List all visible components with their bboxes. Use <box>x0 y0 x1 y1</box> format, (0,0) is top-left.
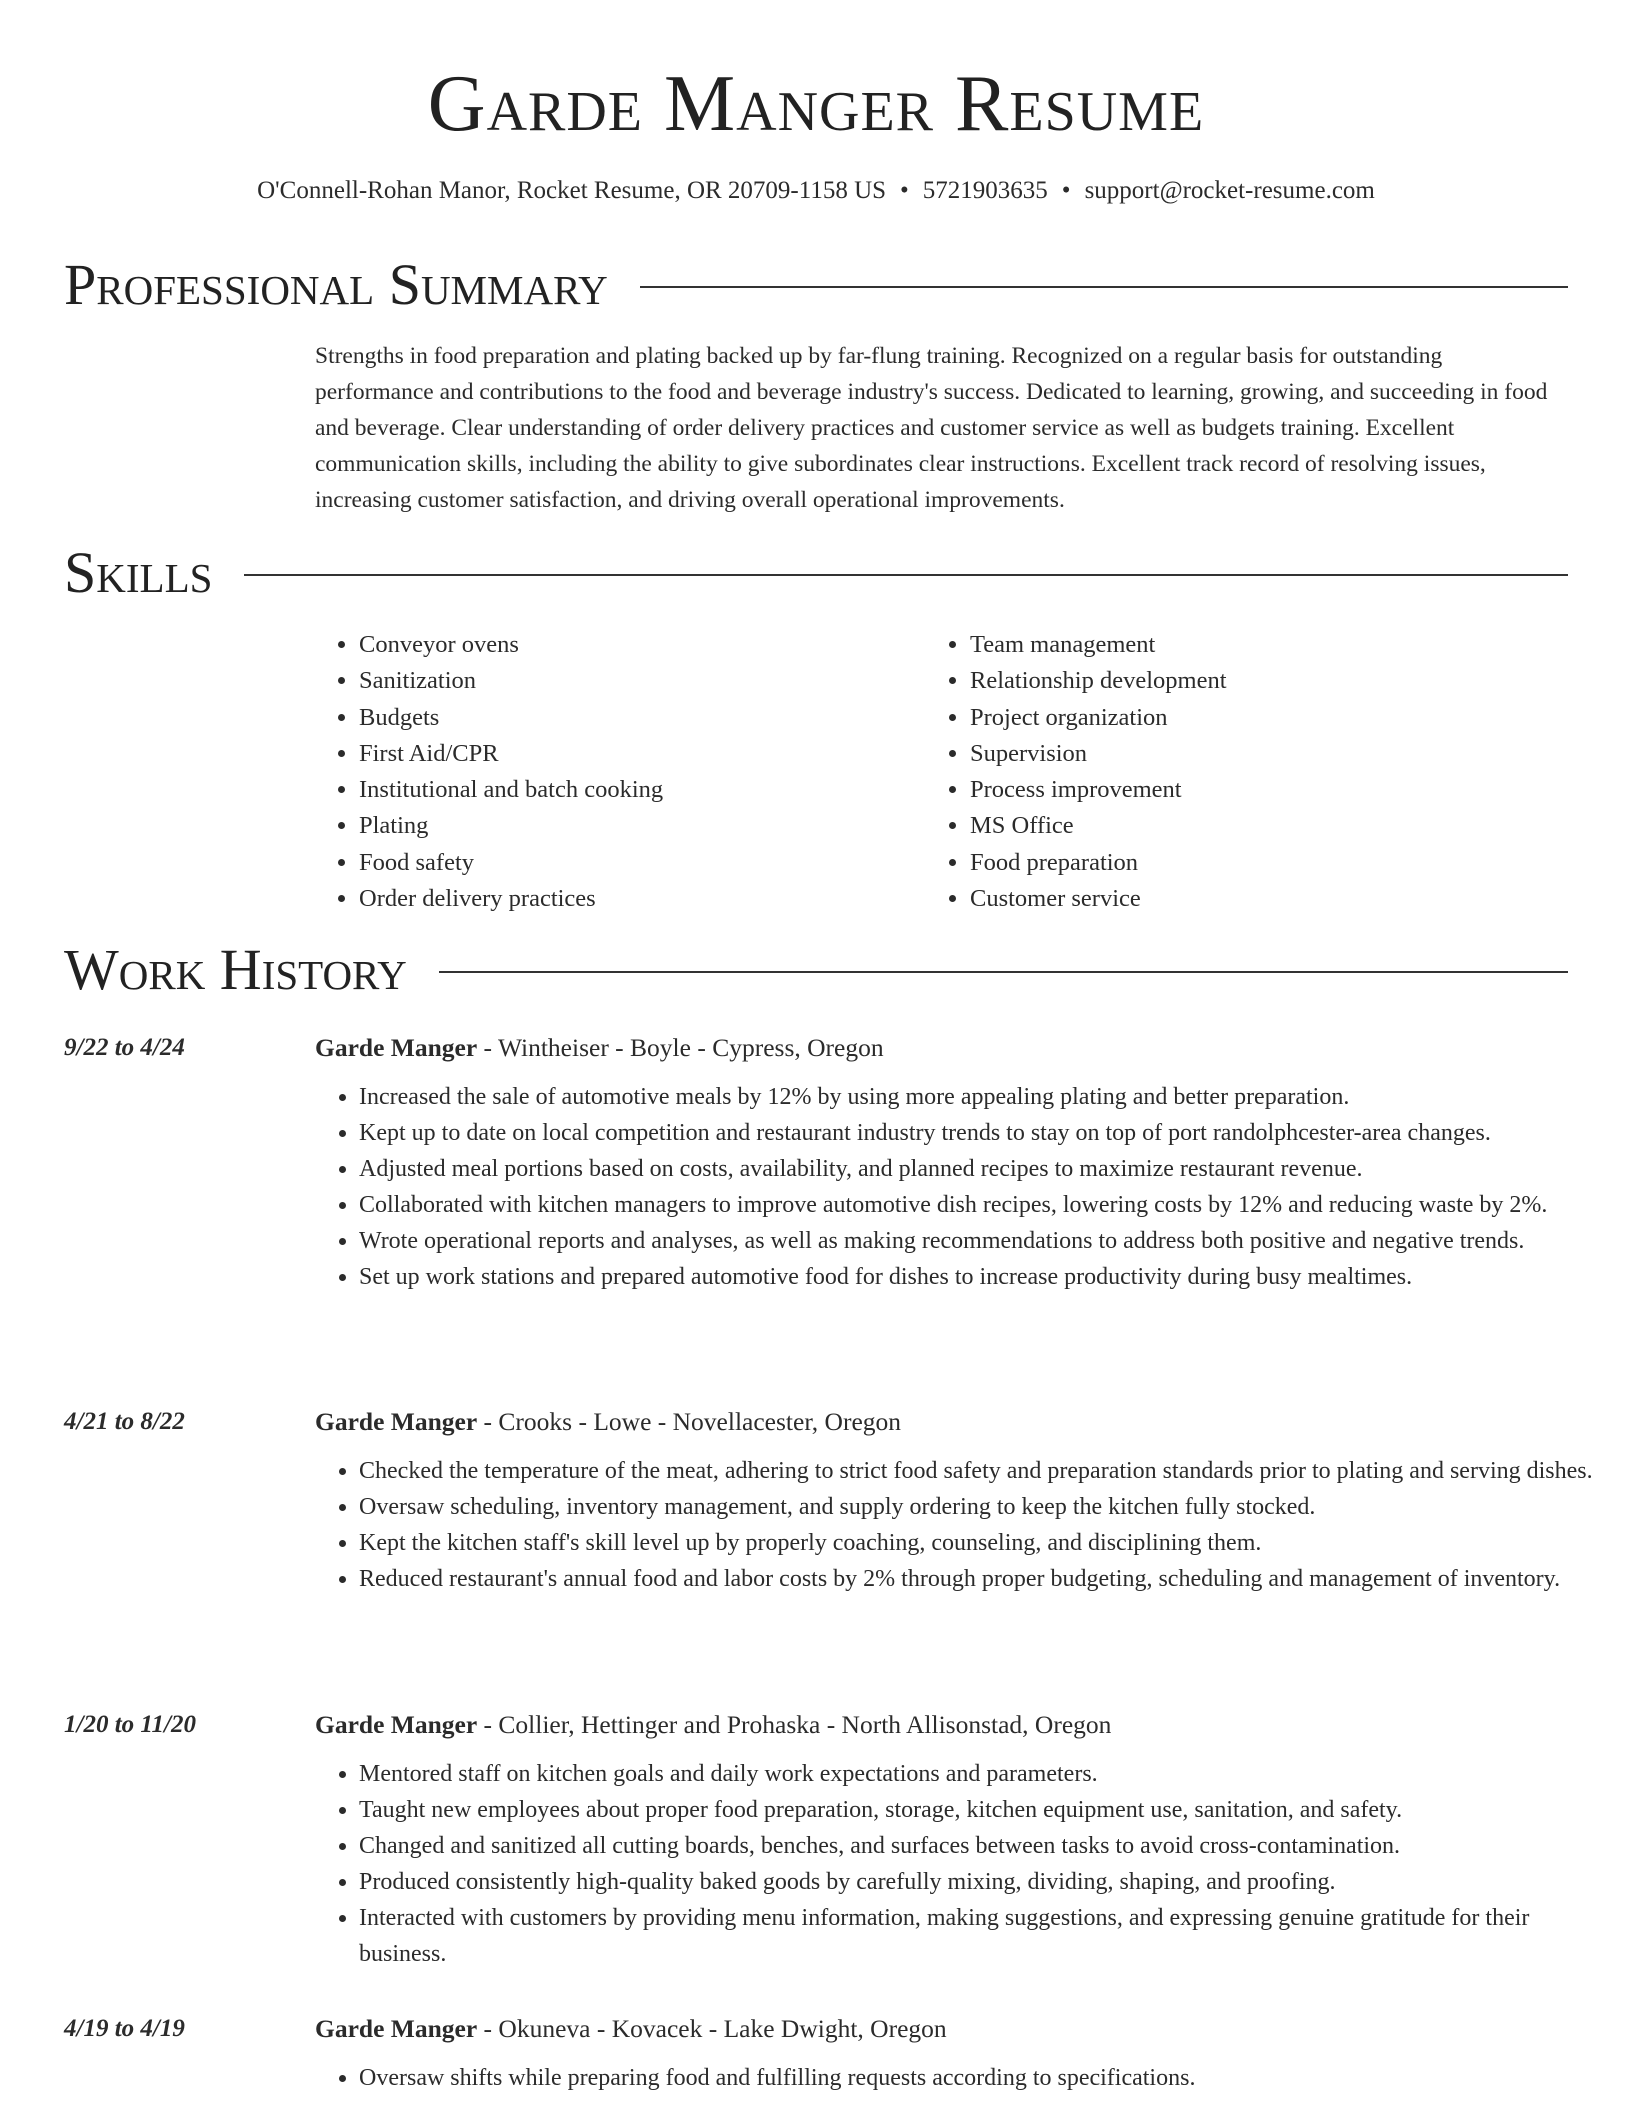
job-employer: - Okuneva - Kovacek - Lake Dwight, Oregon <box>477 2014 947 2043</box>
section-title-work-history: Work History <box>64 937 407 1002</box>
section-header-skills <box>64 541 1568 605</box>
job-bullet: • Increased the sale of automotive meals by 12% by using more appealing plating and better preparation. <box>359 1079 1604 1115</box>
job-bullet: • Kept up to date on local competition and restaurant industry trends to stay on top of port randolphcester-area changes. <box>359 1115 1604 1151</box>
job-title: Garde Manger <box>315 2014 478 2043</box>
job-bullet: • Adjusted meal portions based on costs, availability, and planned recipes to maximize restaurant revenue. <box>359 1151 1604 1187</box>
job-employer: - Wintheiser - Boyle - Cypress, Oregon <box>477 1033 884 1062</box>
job-bullet: • Wrote operational reports and analyses, as well as making recommendations to address both positive and negative trends. <box>359 1223 1604 1259</box>
skill-item: • Food preparation <box>970 845 1590 881</box>
job-heading <box>315 2012 947 2046</box>
skill-item: • Supervision <box>970 736 1590 772</box>
skill-item: • Conveyor ovens <box>359 627 919 663</box>
summary-text: Strengths in food preparation and plating backed up by far-flung training. Recognized on a regular basis for outstanding performance and contributions to the food and beverage industry's success. Dedicated to learning, growing, and succeeding in food and beverage. Clear understanding of order delivery practices and customer service as well as budgets training. Excellent communication skills, including the ability to give subordinates clear instructions. Excellent track record of resolving issues, increasing customer satisfaction, and driving overall operational improvements. <box>315 343 1548 513</box>
contact-separator: • <box>1061 177 1071 204</box>
job-dates: 4/21 to 8/22 <box>64 1408 185 1435</box>
job-bullet: • Mentored staff on kitchen goals and daily work expectations and parameters. <box>359 1756 1604 1792</box>
job-bullet: • Collaborated with kitchen managers to improve automotive dish recipes, lowering costs by 12% and reducing waste by 2%. <box>359 1187 1604 1223</box>
job-employer: - Collier, Hettinger and Prohaska - North Allisonstad, Oregon <box>477 1710 1112 1739</box>
job-bullets <box>315 1453 1604 1597</box>
job-bullets <box>315 1079 1604 1295</box>
section-title-skills: Skills <box>64 540 213 605</box>
section-header-work-history <box>64 938 1568 1002</box>
section-header-summary <box>64 253 1568 317</box>
skills-list-left <box>315 627 919 917</box>
job-bullet: • Checked the temperature of the meat, adhering to strict food safety and preparation standards prior to plating and serving dishes. <box>359 1453 1604 1489</box>
skill-item: • Institutional and batch cooking <box>359 772 919 808</box>
contact-email: support@rocket-resume.com <box>1084 177 1375 204</box>
resume-title: Garde Manger Resume <box>427 60 1205 148</box>
job-bullet: • Changed and sanitized all cutting boards, benches, and surfaces between tasks to avoid cross-contamination. <box>359 1828 1604 1864</box>
skill-item: • Plating <box>359 808 919 844</box>
job-bullet: • Produced consistently high-quality baked goods by carefully mixing, dividing, shaping, and proofing. <box>359 1864 1604 1900</box>
job-bullet: • Kept the kitchen staff's skill level up by properly coaching, counseling, and disciplining them. <box>359 1525 1604 1561</box>
skill-item: • Process improvement <box>970 772 1590 808</box>
skill-item: • Customer service <box>970 881 1590 917</box>
job-bullet: • Interacted with customers by providing menu information, making suggestions, and expressing genuine gratitude for their business. <box>359 1900 1604 1972</box>
skill-item: • Relationship development <box>970 663 1590 699</box>
skill-item: • MS Office <box>970 808 1590 844</box>
job-title: Garde Manger <box>315 1033 478 1062</box>
skill-item: • Order delivery practices <box>359 881 919 917</box>
skill-item: • Food safety <box>359 845 919 881</box>
section-divider <box>244 574 1568 576</box>
job-bullet: • Oversaw shifts while preparing food and fulfilling requests according to specifications. <box>359 2060 1604 2096</box>
section-divider <box>439 971 1568 973</box>
job-dates: 1/20 to 11/20 <box>64 1711 196 1738</box>
skill-item: • Sanitization <box>359 663 919 699</box>
job-bullet: • Reduced restaurant's annual food and labor costs by 2% through proper budgeting, scheduling and management of inventory. <box>359 1561 1604 1597</box>
section-divider <box>640 286 1568 288</box>
job-dates: 9/22 to 4/24 <box>64 1034 185 1061</box>
section-title-summary: Professional Summary <box>64 252 608 317</box>
job-employer: - Crooks - Lowe - Novellacester, Oregon <box>477 1407 902 1436</box>
skill-item: • First Aid/CPR <box>359 736 919 772</box>
job-heading <box>315 1031 884 1065</box>
contact-line <box>0 174 1632 208</box>
contact-address: O'Connell-Rohan Manor, Rocket Resume, OR 20709-1158 US <box>257 177 887 204</box>
contact-phone: 5721903635 <box>922 177 1048 204</box>
job-heading <box>315 1708 1111 1742</box>
skill-item: • Project organization <box>970 700 1590 736</box>
job-bullets <box>315 2060 1604 2096</box>
skills-list-right <box>926 627 1590 917</box>
job-heading <box>315 1405 901 1439</box>
job-bullet: • Oversaw scheduling, inventory management, and supply ordering to keep the kitchen fully stocked. <box>359 1489 1604 1525</box>
contact-separator: • <box>900 177 909 204</box>
job-dates: 4/19 to 4/19 <box>64 2015 185 2042</box>
job-bullet: • Taught new employees about proper food preparation, storage, kitchen equipment use, sanitation, and safety. <box>359 1792 1604 1828</box>
job-title: Garde Manger <box>315 1407 478 1436</box>
job-bullet: • Set up work stations and prepared automotive food for dishes to increase productivity during busy mealtimes. <box>359 1259 1604 1295</box>
skill-item: • Team management <box>970 627 1590 663</box>
job-bullets <box>315 1756 1604 1972</box>
job-title: Garde Manger <box>315 1710 478 1739</box>
skill-item: • Budgets <box>359 700 919 736</box>
